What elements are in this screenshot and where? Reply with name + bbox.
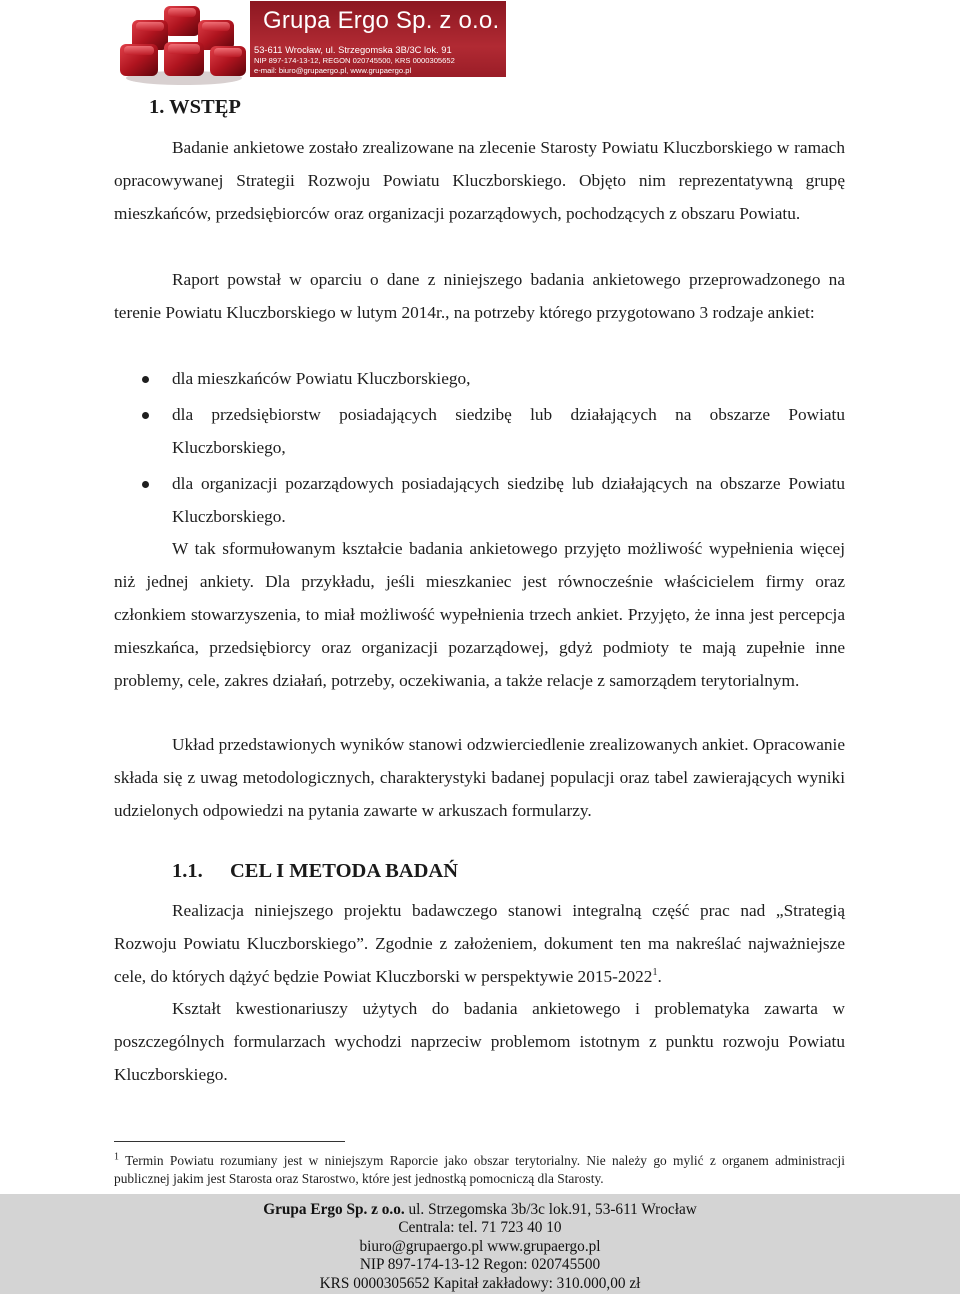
- bullet-icon: [142, 376, 149, 383]
- footnote: $^1$ Termin Powiatu rozumiany jest w niniejszym Raporcie jako obszar terytorialny. Nie należy go mylić z organem administracji publicznej jakim jest Starosta oraz Starostwo, które jest jednostką pomocniczą dla Starosty.: [114, 1151, 845, 1186]
- company-contact: e-mail: biuro@grupaergo.pl, www.grupaergo.pl: [254, 66, 412, 75]
- page-footer: [0, 1194, 960, 1294]
- list-item: dla organizacji pozarządowych posiadających siedzibę lub działających na obszarze Powiatu Kluczborskiego.: [114, 467, 845, 533]
- footnote-reference[interactable]: 1: [652, 967, 658, 979]
- paragraph: Realizacja niniejszego projektu badawczego stanowi integralną część prac nad „Strategią Rozwoju Powiatu Kluczborskiego”. Zgodnie z założeniem, dokument ten ma nakreślać najważniejsze cele, do których dążyć będzie Powiat Kluczborski w perspektywie 2015-2022$^1$.: [114, 901, 845, 986]
- red-cubes-logo-icon: [118, 2, 250, 86]
- footnote-divider: [114, 1141, 345, 1142]
- subsection-heading: [172, 860, 458, 883]
- paragraph: Badanie ankietowe zostało zrealizowane na zlecenie Starosty Powiatu Kluczborskiego w ramach opracowywanej Strategii Rozwoju Powiatu Kluczborskiego. Objęto nim reprezentatywną grupę mieszkańców, przedsiębiorców oraz organizacji pozarządowych, pochodzących z obszaru Powiatu.: [114, 138, 845, 223]
- company-name: Grupa Ergo Sp. z o.o.: [263, 7, 500, 34]
- footer-company-line: [0, 1201, 960, 1219]
- footer-address: ul. Strzegomska 3b/3c lok.91, 53-611 Wrocław: [404, 1201, 697, 1218]
- subsection-title: CEL I METODA BADAŃ: [230, 860, 459, 882]
- footer-nip-regon: NIP 897-174-13-12 Regon: 020745500: [359, 1256, 601, 1274]
- paragraph: Raport powstał w oparciu o dane z niniejszego badania ankietowego przeprowadzonego na terenie Powiatu Kluczborskiego w lutym 2014r., na potrzeby którego przygotowano 3 rodzaje ankiet:: [114, 270, 845, 322]
- footer-phone: Centrala: tel. 71 723 40 10: [398, 1219, 562, 1237]
- paragraph: Kształt kwestionariuszy użytych do badania ankietowego i problematyka zawarta w poszczególnych formularzach wychodzi naprzeciw problemom istotnym z punktu rozwoju Powiatu Kluczborskiego.: [114, 999, 845, 1084]
- subsection-number: 1.1.: [172, 860, 203, 882]
- paragraph: W tak sformułowanym kształcie badania ankietowego przyjęto możliwość wypełnienia więcej niż jednej ankiety. Dla przykładu, jeśli mieszkaniec jest równocześnie właścicielem firmy oraz członkiem stowarzyszenia, to miał możliwość wypełnienia trzech ankiet. Przyjęto, że inna jest percepcja mieszkańca, przedsiębiorcy oraz organizacji pozarządowej, gdyż podmioty te mają zupełnie inne problemy, cele, zakres działań, potrzeby, oczekiwania, a także relacje z samorządem terytorialnym.: [114, 539, 845, 690]
- paragraph: Układ przedstawionych wyników stanowi odzwierciedlenie zrealizowanych ankiet. Opracowanie składa się z uwag metodologicznych, charakterystyki badanej populacji oraz tabel zawierających wyniki udzielonych odpowiedzi na pytania zawarte w arkuszach formularzy.: [114, 735, 845, 820]
- survey-types-list: [114, 362, 845, 536]
- bullet-icon: [142, 412, 149, 419]
- section-heading-wstep: 1. WSTĘP: [149, 96, 241, 118]
- company-address: 53-611 Wrocław, ul. Strzegomska 3B/3C lok. 91: [254, 44, 452, 55]
- company-registry: NIP 897-174-13-12, REGON 020745500, KRS 0000305652: [254, 56, 455, 65]
- bullet-icon: [142, 481, 149, 488]
- footer-krs-capital: KRS 0000305652 Kapitał zakładowy: 310.000,00 zł: [319, 1274, 641, 1292]
- footer-email-web: biuro@grupaergo.pl www.grupaergo.pl: [359, 1237, 601, 1255]
- letterhead: [0, 0, 960, 90]
- brand-banner: [250, 1, 506, 77]
- footnote-marker: 1: [114, 1151, 119, 1163]
- list-item: dla mieszkańców Powiatu Kluczborskiego,: [114, 362, 845, 395]
- footer-company-name: Grupa Ergo Sp. z o.o.: [263, 1201, 405, 1218]
- list-item: dla przedsiębiorstw posiadających siedzibę lub działających na obszarze Powiatu Kluczborskiego,: [114, 398, 845, 464]
